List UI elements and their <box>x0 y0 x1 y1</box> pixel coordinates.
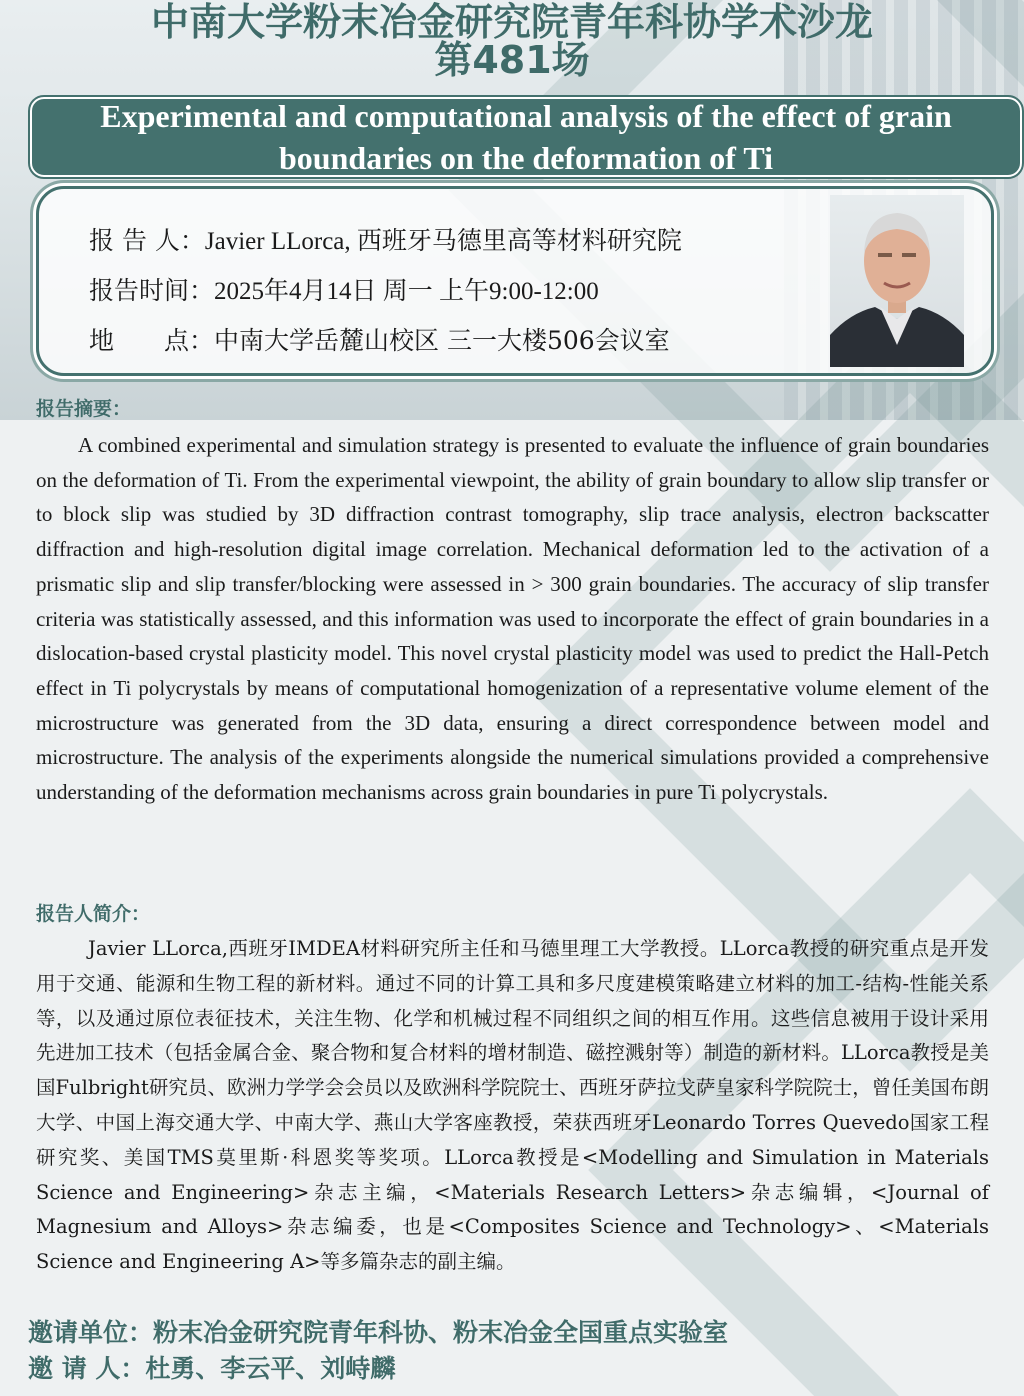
talk-title-banner <box>30 97 1022 177</box>
host-organization: 邀请单位：粉末冶金研究院青年科协、粉末冶金全国重点实验室 <box>28 1318 729 1347</box>
abstract-text: A combined experimental and simulation strategy is presented to evaluate the influence of grain boundaries on the deformation of Ti. From the experimental viewpoint, the ability of grain boundary to allow slip transfer or to block slip was studied by 3D diffraction contrast tomography, slip trace analysis, electron backscatter diffraction and high-resolution digital image correlation. Mechanical deformation led to the activation of a prismatic slip and slip transfer/blocking were assessed in > 300 grain boundaries. The accuracy of slip transfer criteria was statistically assessed, and this information was used to incorporate the effect of grain boundaries in a dislocation-based crystal plasticity model. This novel crystal plasticity model was used to predict the Hall-Petch effect in Ti polycrystals by means of computational homogenization of a representative volume element of the microstructure was generated from the 3D data, ensuring a direct correspondence between model and microstructure. The analysis of the experiments alongside the numerical simulations provided a comprehensive understanding of the deformation mechanisms across grain boundaries in pure Ti polycrystals. <box>36 433 989 805</box>
time-row <box>89 271 599 307</box>
bio-text: Javier LLorca,西班牙IMDEA材料研究所主任和马德里理工大学教授。LLorca教授的研究重点是开发用于交通、能源和生物工程的新材料。通过不同的计算工具和多尺度建模策略建立材料的加工-结构-性能关系等，以及通过原位表征技术，关注生物、化学和机械过程不同组织之间的相互作用。这些信息被用于设计采用先进加工技术（包括金属合金、聚合物和复合材料的增材制造、磁控溅射等）制造的新材料。LLorca教授是美国Fulbright研究员、欧洲力学学会会员以及欧洲科学院院士、西班牙萨拉戈萨皇家科学院院士，曾任美国布朗大学、中国上海交通大学、中南大学、燕山大学客座教授，荣获西班牙Leonardo Torres Quevedo国家工程研究奖、美国TMS莫里斯·科恩奖等奖项。LLorca教授是<Modelling and Simulation in Materials Science and Engineering>杂志主编，<Materials Research Letters>杂志编辑，<Journal of Magnesium and Alloys>杂志编委，也是<Composites Science and Technology>、<Materials Science and Engineering A>等多篇杂志的副主编。 <box>36 937 989 1274</box>
bio-heading: 报告人简介： <box>36 903 151 925</box>
inviter: 邀 请 人：杜勇、李云平、刘峙麟 <box>28 1354 396 1383</box>
location-label: 地 点： <box>89 326 215 355</box>
time-value: 2025年4月14日 周一 上午9:00-12:00 <box>214 278 599 305</box>
speaker-label: 报 告 人： <box>89 226 205 255</box>
salon-session-number: 第481场 <box>434 38 590 82</box>
speaker-value: Javier LLorca, 西班牙马德里高等材料研究院 <box>204 228 682 255</box>
location-value: 中南大学岳麓山校区 三一大楼506会议室 <box>214 326 670 355</box>
talk-title: Experimental and computational analysis of the effect of grain boundaries on the deformation of Ti <box>100 98 952 176</box>
speaker-row <box>89 221 682 257</box>
location-row <box>89 321 670 357</box>
speaker-photo <box>830 195 964 367</box>
abstract-heading: 报告摘要： <box>36 398 132 420</box>
time-label: 报告时间： <box>89 276 215 305</box>
salon-title: 中南大学粉末冶金研究院青年科协学术沙龙 <box>150 0 873 44</box>
